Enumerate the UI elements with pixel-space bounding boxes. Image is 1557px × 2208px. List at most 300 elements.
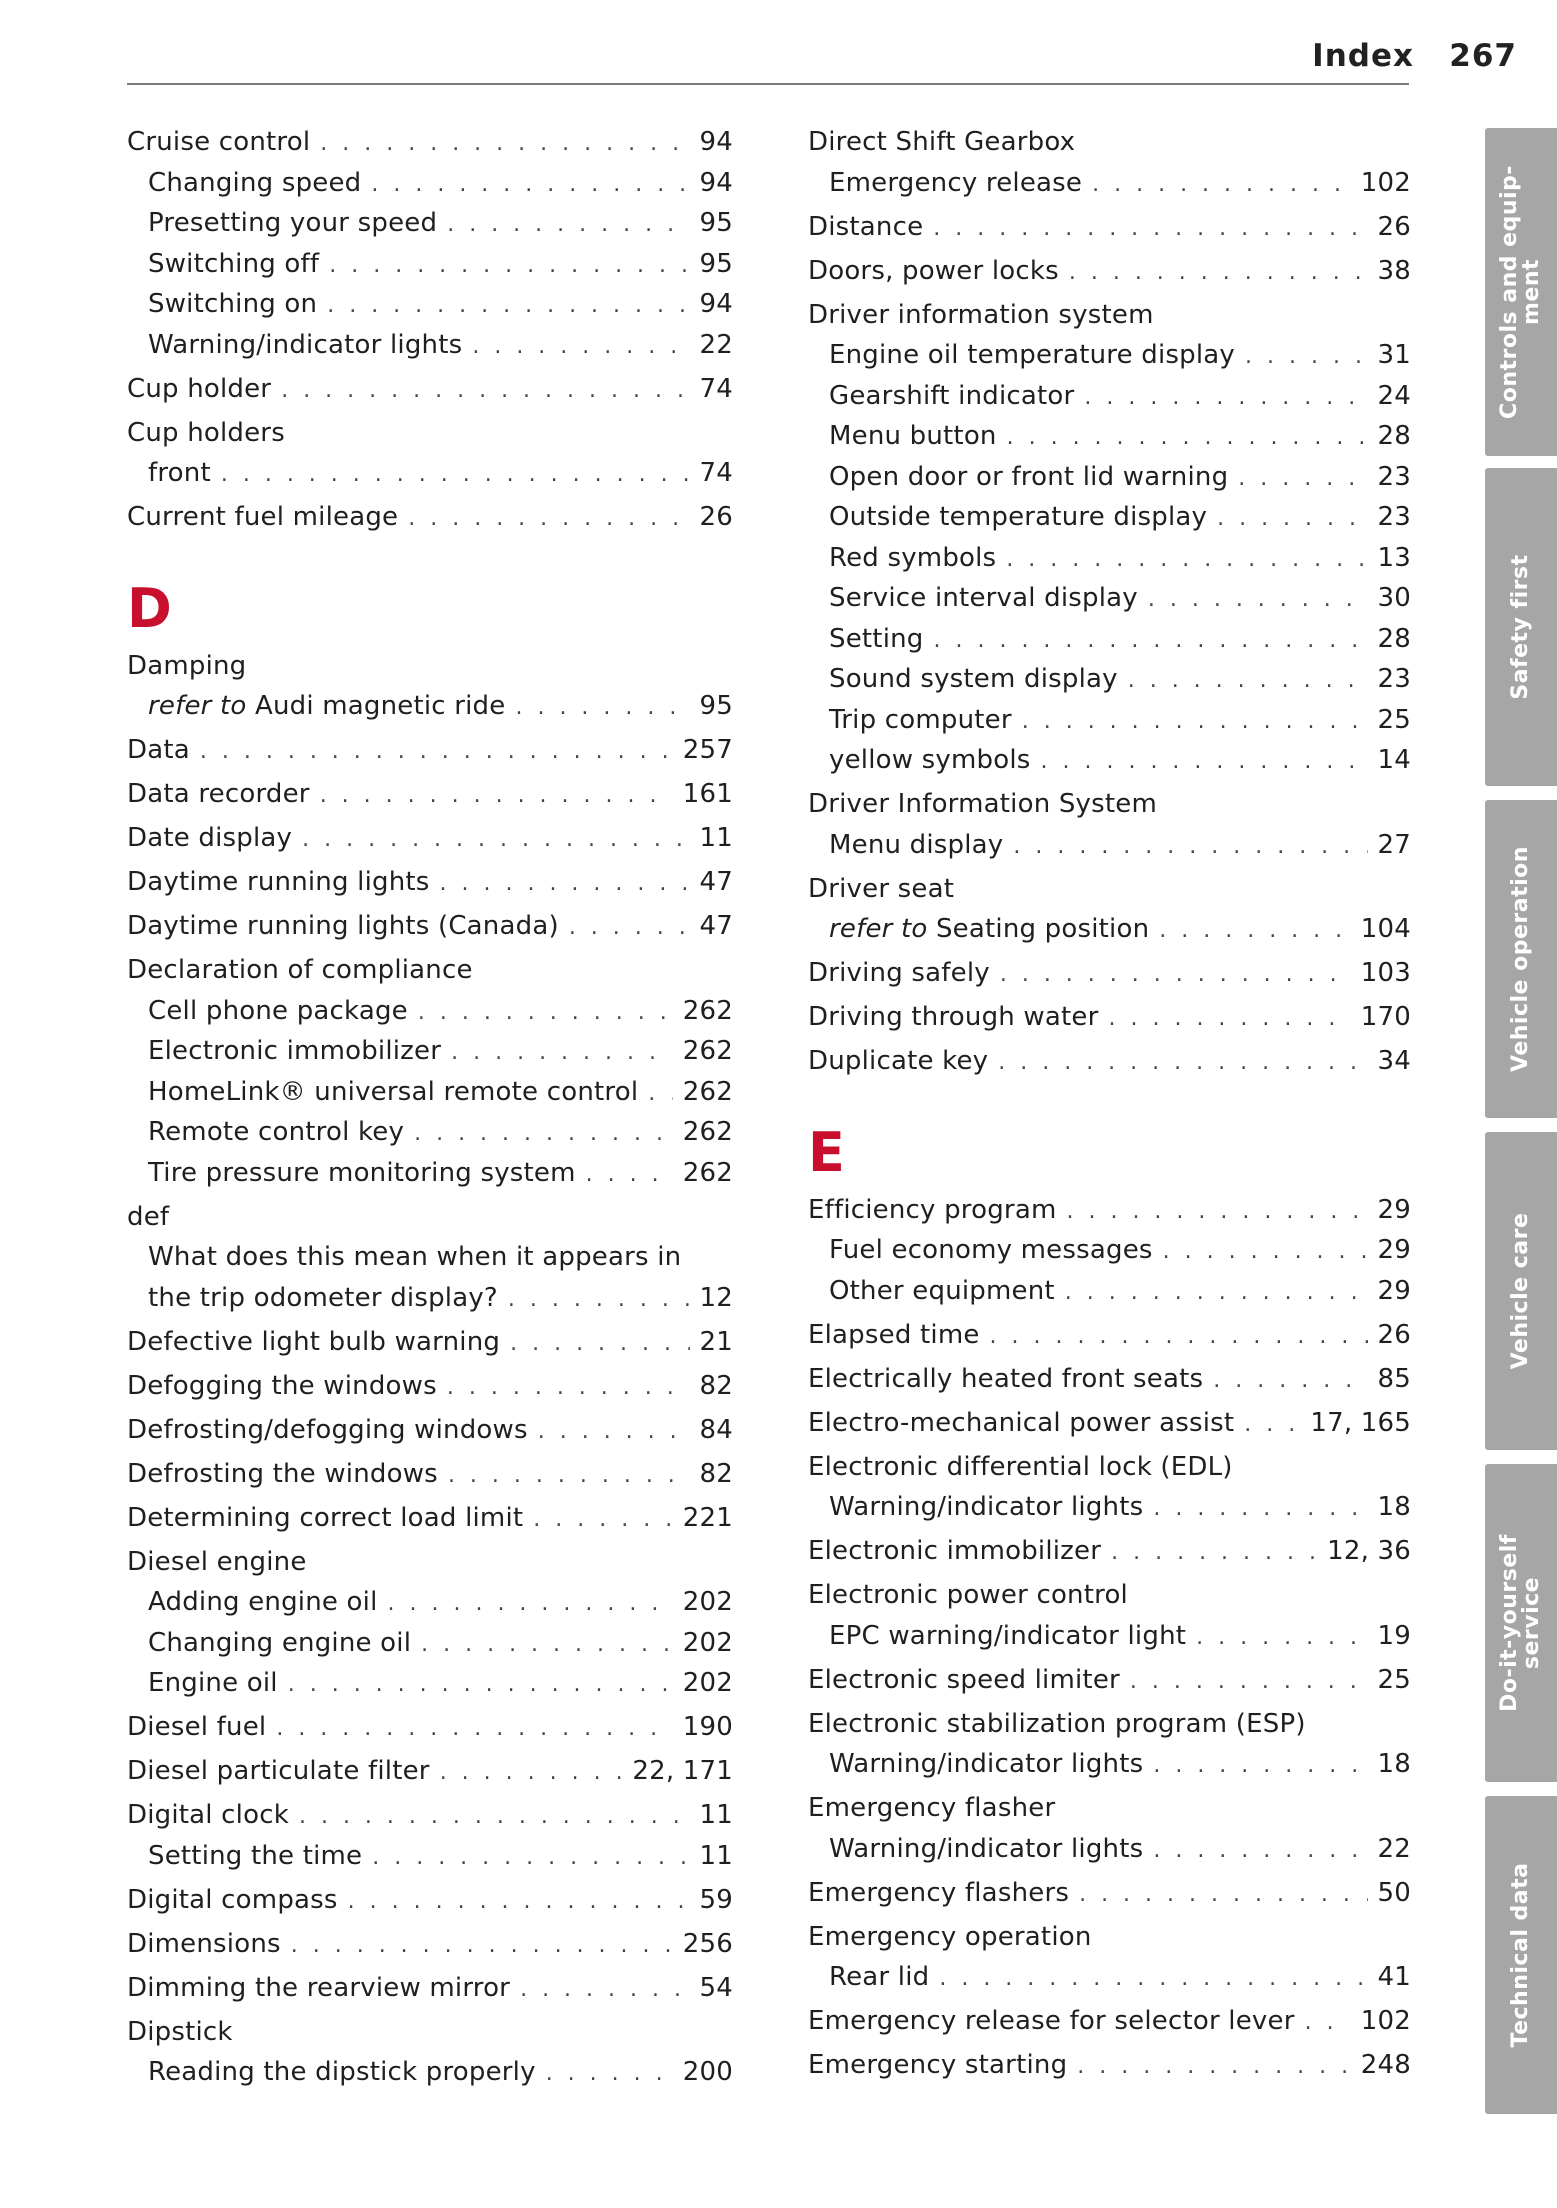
- entry-page: 248: [1360, 2050, 1411, 2080]
- entry-page: 262: [682, 1117, 733, 1147]
- index-subentry: [808, 457, 1411, 498]
- entry-label: Driving safely: [808, 958, 990, 988]
- index-heading: Declaration of compliance: [127, 955, 473, 985]
- index-entry: [808, 953, 1411, 994]
- leader-dots: [1128, 661, 1368, 702]
- entry-label: Digital compass: [127, 1884, 338, 1915]
- index-heading: def: [127, 1201, 170, 1232]
- side-tab-safety-first: [1485, 468, 1557, 786]
- entry-page: 200: [682, 2057, 733, 2087]
- side-tab-label: [1499, 1473, 1543, 1773]
- entry-label: Remote control key: [148, 1117, 405, 1147]
- entry-label: Driving through water: [808, 1002, 1099, 1032]
- index-subentry: [808, 416, 1411, 457]
- entry-page: 262: [682, 1157, 733, 1188]
- leader-dots: [1238, 459, 1367, 500]
- entry-label: Menu display: [829, 829, 1004, 860]
- index-entry: [127, 1924, 733, 1965]
- leader-dots: [1077, 2047, 1350, 2088]
- entry-label: Elapsed time: [808, 1319, 980, 1350]
- entry-label-text: Seating position: [935, 914, 1150, 944]
- entry-page: 18: [1377, 1749, 1411, 1779]
- entry-label: Open door or front lid warning: [829, 461, 1229, 492]
- index-subentry: [127, 325, 733, 366]
- leader-dots: [1022, 702, 1368, 743]
- entry-label: Changing engine oil: [148, 1627, 412, 1658]
- index-subentry: [808, 1230, 1411, 1271]
- side-tab-line: Technical data: [1508, 1862, 1533, 2048]
- entry-page: 102: [1360, 167, 1411, 198]
- entry-label: front: [148, 458, 211, 488]
- leader-dots: [1111, 1533, 1317, 1574]
- leader-dots: [448, 1456, 690, 1497]
- leader-dots: [990, 1317, 1368, 1358]
- entry-page: 28: [1377, 623, 1411, 654]
- leader-dots: [538, 1412, 690, 1453]
- index-heading: Electronic differential lock (EDL): [808, 1451, 1233, 1482]
- entry-label: Electro-mechanical power assist: [808, 1407, 1235, 1438]
- entry-page: 202: [682, 1627, 733, 1658]
- entry-page: 161: [682, 779, 733, 809]
- index-entry: [808, 2045, 1411, 2086]
- leader-dots: [302, 820, 689, 861]
- entry-label: Cell phone package: [148, 995, 408, 1026]
- leader-dots: [933, 209, 1367, 250]
- index-entry: [808, 251, 1411, 292]
- index-entry: [808, 1359, 1411, 1400]
- entry-page: 41: [1377, 1962, 1411, 1992]
- side-tab-label: [1510, 1141, 1532, 1441]
- entry-page: 94: [699, 127, 733, 157]
- entry-label: Menu button: [829, 421, 997, 451]
- leader-dots: [515, 688, 689, 729]
- index-subentry: [127, 686, 733, 727]
- entry-label: Warning/indicator lights: [829, 1833, 1144, 1864]
- index-subentry: [127, 1623, 733, 1664]
- leader-dots: [569, 908, 690, 949]
- entry-label: Emergency flashers: [808, 1877, 1070, 1908]
- leader-dots: [1013, 827, 1367, 868]
- entry-label: Daytime running lights (Canada): [127, 911, 559, 941]
- page-header: [0, 0, 1557, 90]
- side-tab-line: ment: [1519, 258, 1544, 326]
- index-subentry: [808, 578, 1411, 619]
- index-entry: [808, 2001, 1411, 2042]
- entry-label: Data recorder: [127, 779, 310, 809]
- leader-dots: [372, 1838, 689, 1879]
- entry-label: Switching off: [148, 248, 320, 279]
- entry-page: 19: [1377, 1620, 1411, 1651]
- index-heading: Damping: [127, 650, 247, 681]
- index-subentry: [808, 497, 1411, 538]
- index-subentry: [808, 909, 1411, 950]
- index-subentry: [127, 1836, 733, 1877]
- index-subentry: [808, 700, 1411, 741]
- index-subentry: [808, 376, 1411, 417]
- leader-dots: [1000, 955, 1351, 996]
- entry-label: Diesel fuel: [127, 1712, 267, 1742]
- entry-label: Daytime running lights: [127, 867, 430, 897]
- index-heading: Cup holders: [127, 417, 285, 448]
- entry-label: Fuel economy messages: [829, 1235, 1153, 1265]
- entry-label: Red symbols: [829, 542, 997, 573]
- leader-dots: [1007, 418, 1368, 459]
- entry-page: 22: [1377, 1833, 1411, 1864]
- leader-dots: [520, 1970, 689, 2011]
- entry-page: 29: [1377, 1235, 1411, 1265]
- leader-dots: [447, 1368, 690, 1409]
- entry-label: Date display: [127, 823, 293, 853]
- entry-page: 26: [1377, 1319, 1411, 1350]
- index-entry: [127, 1498, 733, 1539]
- entry-page: 190: [682, 1712, 733, 1742]
- entry-page: 26: [699, 502, 733, 532]
- index-subentry: [808, 1744, 1411, 1785]
- index-subentry: [127, 203, 733, 244]
- entry-page: 21: [699, 1326, 733, 1357]
- entry-page: 59: [699, 1884, 733, 1915]
- entry-label: Warning/indicator lights: [829, 1492, 1144, 1522]
- entry-page: 84: [699, 1414, 733, 1445]
- entry-page: 11: [699, 1840, 733, 1871]
- leader-dots: [299, 1797, 690, 1838]
- leader-dots: [447, 205, 689, 246]
- index-subentry: [127, 2052, 733, 2093]
- index-subentry: [127, 163, 733, 204]
- entry-label: Defective light bulb warning: [127, 1326, 501, 1357]
- leader-dots: [221, 455, 690, 496]
- side-tab-do-it-yourself-service: [1485, 1464, 1557, 1782]
- index-heading: Driver Information System: [808, 789, 1157, 819]
- index-subentry: [808, 1487, 1411, 1528]
- leader-dots: [1065, 1273, 1368, 1314]
- entry-label: Electronic speed limiter: [808, 1664, 1120, 1695]
- leader-dots: [388, 1584, 673, 1625]
- index-subentry: [808, 1829, 1411, 1870]
- index-subentry: [808, 538, 1411, 579]
- entry-label: Efficiency program: [808, 1194, 1057, 1225]
- leader-dots: [408, 499, 689, 540]
- index-subentry: [127, 284, 733, 325]
- entry-label: Distance: [808, 211, 924, 242]
- index-subentry: [808, 659, 1411, 700]
- entry-label: Dimming the rearview mirror: [127, 1972, 511, 2003]
- leader-dots: [1130, 1662, 1368, 1703]
- entry-label: Electrically heated front seats: [808, 1363, 1204, 1394]
- refer-to-prefix: refer to: [829, 914, 928, 944]
- leader-dots: [1217, 499, 1367, 540]
- entry-label: Cruise control: [127, 127, 311, 157]
- entry-page: 26: [1377, 211, 1411, 242]
- index-subentry: [808, 1957, 1411, 1998]
- entry-page: 22: [699, 329, 733, 360]
- index-entry: [127, 1707, 733, 1748]
- leader-dots: [1213, 1361, 1367, 1402]
- index-subentry: [127, 453, 733, 494]
- index-column-left: [127, 122, 733, 2093]
- entry-label: Tire pressure monitoring system: [148, 1157, 576, 1188]
- leader-dots: [1066, 1192, 1367, 1233]
- entry-label: Defrosting the windows: [127, 1458, 438, 1489]
- index-subentry: [127, 244, 733, 285]
- entry-page: 95: [699, 248, 733, 279]
- entry-label: Rear lid: [829, 1962, 930, 1992]
- entry-label: Defogging the windows: [127, 1370, 437, 1401]
- entry-page: 47: [699, 911, 733, 941]
- entry-page: 17, 165: [1310, 1407, 1411, 1438]
- entry-label: Setting the time: [148, 1840, 363, 1871]
- side-tab-line: Controls and equip-: [1497, 165, 1522, 419]
- entry-page: 11: [699, 1800, 733, 1830]
- entry-label: Determining correct load limit: [127, 1502, 524, 1533]
- leader-dots: [200, 732, 673, 773]
- leader-dots: [510, 1324, 689, 1365]
- index-entry: [808, 997, 1411, 1038]
- entry-page: 85: [1377, 1363, 1411, 1394]
- index-heading: Dipstick: [127, 2016, 233, 2047]
- side-tab-controls-and-equipment: [1485, 128, 1557, 456]
- index-subentry: [127, 1663, 733, 1704]
- side-tab-vehicle-care: [1485, 1132, 1557, 1450]
- entry-page: 13: [1377, 542, 1411, 573]
- entry-page: 25: [1377, 704, 1411, 735]
- entry-page: 74: [699, 373, 733, 404]
- side-tab-label: [1510, 477, 1532, 777]
- entry-page: 74: [699, 458, 733, 488]
- side-tab-label: [1510, 809, 1532, 1109]
- leader-dots: [327, 286, 689, 327]
- entry-page: 202: [682, 1587, 733, 1617]
- leader-dots: [1196, 1618, 1367, 1659]
- index-subentry: [808, 825, 1411, 866]
- entry-page: 12, 36: [1327, 1536, 1411, 1566]
- leader-dots: [1041, 742, 1368, 783]
- leader-dots: [1163, 1232, 1368, 1273]
- leader-dots: [1153, 1489, 1367, 1530]
- entry-page: 102: [1360, 2006, 1411, 2036]
- entry-label: Current fuel mileage: [127, 502, 399, 532]
- index-entry: [127, 1410, 733, 1451]
- entry-page: 95: [699, 691, 733, 721]
- index-subentry: [127, 1112, 733, 1153]
- entry-label: Emergency release for selector lever: [808, 2006, 1295, 2036]
- leader-dots: [1092, 165, 1351, 206]
- leader-dots: [472, 327, 689, 368]
- entry-page: 22, 171: [632, 1756, 733, 1786]
- leader-dots: [1159, 911, 1351, 952]
- index-heading: Emergency operation: [808, 1921, 1092, 1952]
- leader-dots: [648, 1074, 673, 1115]
- leader-dots: [1305, 2003, 1351, 2044]
- index-entry: [808, 1190, 1411, 1231]
- leader-dots: [320, 776, 673, 817]
- index-entry: [808, 1315, 1411, 1356]
- entry-page: 11: [699, 823, 733, 853]
- index-heading: Driver seat: [808, 873, 955, 904]
- entry-page: 34: [1377, 1046, 1411, 1076]
- entry-page: 94: [699, 289, 733, 319]
- index-entry: [127, 369, 733, 410]
- entry-page: 202: [682, 1668, 733, 1698]
- entry-page: 103: [1360, 958, 1411, 988]
- entry-label: Electronic immobilizer: [148, 1036, 442, 1066]
- leader-dots: [421, 1625, 673, 1666]
- entry-page: 18: [1377, 1492, 1411, 1522]
- entry-label: Trip computer: [829, 704, 1012, 735]
- index-subentry: [127, 1153, 733, 1194]
- side-tab-label: [1499, 142, 1543, 442]
- index-entry: [808, 1873, 1411, 1914]
- leader-dots: [291, 1926, 673, 1967]
- entry-page: 12: [699, 1282, 733, 1313]
- entry-label: Engine oil temperature display: [829, 340, 1236, 370]
- leader-dots: [371, 165, 689, 206]
- leader-dots: [939, 1959, 1367, 2000]
- entry-page: 94: [699, 167, 733, 198]
- entry-page: 221: [682, 1502, 733, 1533]
- entry-page: 262: [682, 1076, 733, 1107]
- index-subentry: [127, 1031, 733, 1072]
- index-entry: [127, 906, 733, 947]
- entry-label: Data: [127, 735, 190, 765]
- index-entry: [127, 122, 733, 163]
- side-tab-line: service: [1519, 1576, 1544, 1670]
- entry-label: Electronic immobilizer: [808, 1536, 1102, 1566]
- entry-label: Switching on: [148, 289, 318, 319]
- index-subentry: [808, 740, 1411, 781]
- leader-dots: [1069, 253, 1368, 294]
- entry-label: Sound system display: [829, 664, 1118, 694]
- entry-label: Warning/indicator lights: [148, 329, 463, 360]
- leader-dots: [451, 1033, 673, 1074]
- index-entry: [127, 862, 733, 903]
- index-subentry: [808, 163, 1411, 204]
- leader-dots: [546, 2054, 673, 2095]
- entry-label: [148, 686, 505, 727]
- leader-dots: [276, 1709, 672, 1750]
- entry-page: 170: [1360, 1002, 1411, 1032]
- entry-label: Changing speed: [148, 167, 362, 198]
- section-letter-e: E: [808, 1120, 845, 1184]
- index-column-right: [808, 122, 1411, 2086]
- entry-page: 256: [682, 1928, 733, 1959]
- leader-dots: [348, 1882, 690, 1923]
- leader-dots: [1153, 1831, 1367, 1872]
- entry-label: Cup holder: [127, 373, 272, 404]
- entry-page: 25: [1377, 1664, 1411, 1695]
- entry-label: Doors, power locks: [808, 255, 1059, 286]
- index-entry: [127, 1322, 733, 1363]
- side-tab-technical-data: [1485, 1796, 1557, 2114]
- entry-page: 29: [1377, 1275, 1411, 1306]
- leader-dots: [533, 1500, 672, 1541]
- leader-dots: [440, 1753, 623, 1794]
- leader-dots: [934, 621, 1368, 662]
- entry-label: HomeLink® universal remote control: [148, 1076, 639, 1107]
- entry-label: EPC warning/indicator light: [829, 1620, 1187, 1651]
- index-subentry: [127, 1582, 733, 1623]
- index-entry: [808, 1660, 1411, 1701]
- leader-dots: [1109, 999, 1351, 1040]
- entry-label: Defrosting/defogging windows: [127, 1414, 528, 1445]
- side-tab-line: Do-it-yourself: [1497, 1534, 1522, 1712]
- entry-page: 31: [1377, 340, 1411, 370]
- index-heading: Direct Shift Gearbox: [808, 127, 1076, 157]
- leader-dots: [1245, 337, 1368, 378]
- index-heading: Emergency flasher: [808, 1793, 1056, 1823]
- leader-dots: [998, 1043, 1367, 1084]
- leader-dots: [1244, 1405, 1300, 1446]
- index-subentry: [127, 1278, 733, 1319]
- leader-dots: [414, 1114, 673, 1155]
- entry-page: 82: [699, 1458, 733, 1489]
- entry-page: 23: [1377, 664, 1411, 694]
- index-entry: [127, 1880, 733, 1921]
- entry-page: 262: [682, 995, 733, 1026]
- index-entry: [808, 1041, 1411, 1082]
- index-heading: Driver information system: [808, 299, 1154, 330]
- entry-label: Digital clock: [127, 1800, 289, 1830]
- entry-label: Gearshift indicator: [829, 380, 1075, 411]
- index-subentry: [127, 1072, 733, 1113]
- leader-dots: [1084, 378, 1367, 419]
- entry-page: 95: [699, 208, 733, 238]
- entry-page: 23: [1377, 461, 1411, 492]
- index-entry: [127, 818, 733, 859]
- entry-label: Other equipment: [829, 1275, 1055, 1306]
- entry-label: Engine oil: [148, 1668, 278, 1698]
- index-subentry: [808, 619, 1411, 660]
- index-entry: [127, 774, 733, 815]
- entry-label: Presetting your speed: [148, 208, 438, 238]
- entry-page: 82: [699, 1370, 733, 1401]
- leader-dots: [281, 371, 689, 412]
- entry-page: 23: [1377, 502, 1411, 532]
- entry-label: Diesel particulate filter: [127, 1756, 430, 1786]
- entry-page: 50: [1377, 1877, 1411, 1908]
- side-tab-line: Vehicle operation: [1508, 846, 1533, 1072]
- leader-dots: [1006, 540, 1367, 581]
- index-entry: [808, 1531, 1411, 1572]
- entry-label: the trip odometer display?: [148, 1282, 498, 1313]
- section-letter-d: D: [127, 576, 172, 640]
- entry-page: 27: [1377, 829, 1411, 860]
- leader-dots: [329, 246, 689, 287]
- leader-dots: [1153, 1746, 1367, 1787]
- index-entry: [808, 207, 1411, 248]
- index-heading: Diesel engine: [127, 1546, 307, 1577]
- leader-dots: [1079, 1875, 1367, 1916]
- entry-label: Emergency release: [829, 167, 1083, 198]
- index-entry: [127, 1454, 733, 1495]
- index-subentry: [808, 335, 1411, 376]
- entry-label: yellow symbols: [829, 745, 1031, 775]
- entry-label: Adding engine oil: [148, 1587, 378, 1617]
- leader-dots: [1148, 580, 1368, 621]
- entry-label: Reading the dipstick properly: [148, 2057, 536, 2087]
- entry-label: Duplicate key: [808, 1046, 989, 1076]
- index-subentry: [808, 1271, 1411, 1312]
- index-heading: Electronic power control: [808, 1580, 1128, 1610]
- index-entry: [127, 1795, 733, 1836]
- entry-label: Service interval display: [829, 583, 1138, 613]
- header-title: Index: [1312, 38, 1414, 74]
- index-subentry-text: What does this mean when it appears in: [148, 1242, 682, 1272]
- leader-dots: [288, 1665, 673, 1706]
- entry-page: 54: [699, 1972, 733, 2003]
- index-subentry: [808, 1616, 1411, 1657]
- index-heading: Electronic stabilization program (ESP): [808, 1708, 1306, 1739]
